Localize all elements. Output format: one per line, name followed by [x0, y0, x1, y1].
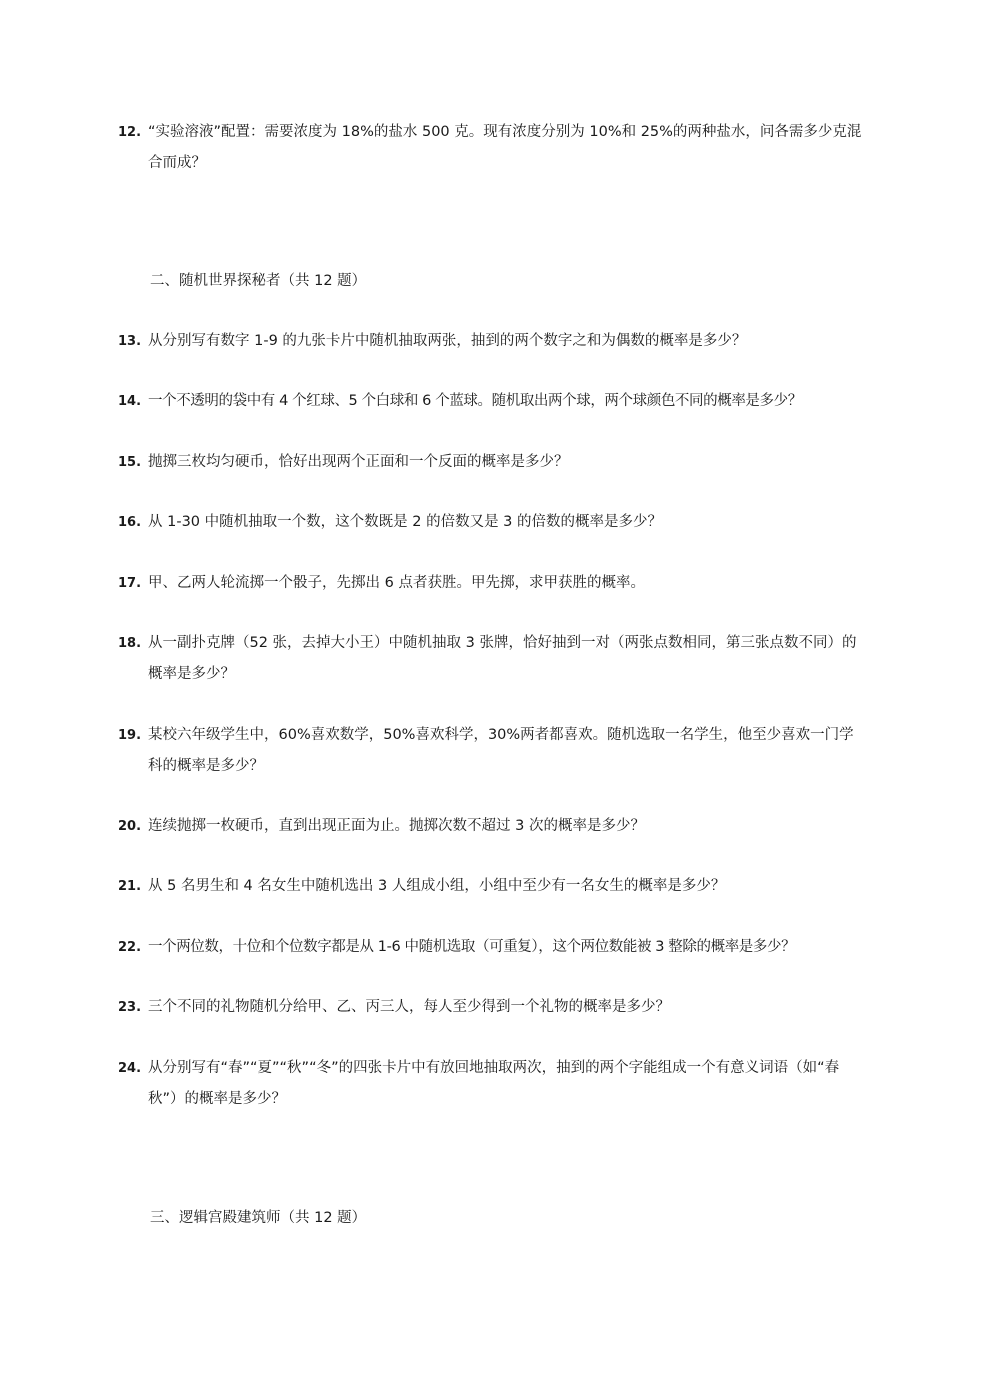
- section-heading-three: 三、逻辑宫殿建筑师（共 12 题）: [150, 1210, 367, 1226]
- question-number: 12.: [118, 125, 142, 140]
- question-number: 15.: [118, 455, 142, 470]
- question-number: 19.: [118, 728, 142, 743]
- question-number: 13.: [118, 334, 142, 349]
- question-24: [118, 1053, 863, 1115]
- question-text: 从 1-30 中随机抽取一个数，这个数既是 2 的倍数又是 3 的倍数的概率是多少？: [148, 514, 663, 530]
- question-23: [118, 992, 863, 1023]
- question-text: 三个不同的礼物随机分给甲、乙、丙三人，每人至少得到一个礼物的概率是多少？: [148, 999, 670, 1015]
- question-text: 连续抛掷一枚硬币，直到出现正面为止。抛掷次数不超过 3 次的概率是多少？: [148, 818, 645, 834]
- question-12: [118, 117, 863, 179]
- question-number: 20.: [118, 819, 142, 834]
- question-15: [118, 447, 863, 478]
- question-number: 21.: [118, 879, 142, 894]
- question-number: 16.: [118, 515, 142, 530]
- question-number: 24.: [118, 1061, 142, 1076]
- question-22: [118, 932, 863, 963]
- question-16: [118, 507, 863, 538]
- question-14: [118, 386, 863, 417]
- question-text: 某校六年级学生中，60%喜欢数学，50%喜欢科学，30%两者都喜欢。随机选取一名学生，他至少喜欢一门学科的概率是多少？: [148, 727, 854, 774]
- question-13: [118, 326, 863, 357]
- question-text: 抛掷三枚均匀硬币，恰好出现两个正面和一个反面的概率是多少？: [148, 454, 569, 470]
- question-text: “实验溶液”配置：需要浓度为 18%的盐水 500 克。现有浓度分别为 10%和 25%的两种盐水，问各需多少克混合而成？: [148, 124, 862, 171]
- question-text: 一个不透明的袋中有 4 个红球、5 个白球和 6 个蓝球。随机取出两个球，两个球颜色不同的概率是多少？: [148, 393, 802, 409]
- question-text: 从一副扑克牌（52 张，去掉大小王）中随机抽取 3 张牌，恰好抽到一对（两张点数相同，第三张点数不同）的概率是多少？: [148, 635, 857, 682]
- question-17: [118, 568, 863, 599]
- question-number: 18.: [118, 636, 142, 651]
- question-number: 17.: [118, 576, 142, 591]
- question-21: [118, 871, 863, 902]
- question-text: 甲、乙两人轮流掷一个骰子，先掷出 6 点者获胜。甲先掷，求甲获胜的概率。: [148, 575, 645, 591]
- section-heading-two: 二、随机世界探秘者（共 12 题）: [150, 273, 367, 289]
- question-19: [118, 720, 863, 782]
- question-20: [118, 811, 863, 842]
- question-number: 22.: [118, 940, 142, 955]
- question-text: 从分别写有“春”“夏”“秋”“冬”的四张卡片中有放回地抽取两次，抽到的两个字能组成一个有意义词语（如“春秋”）的概率是多少？: [148, 1060, 840, 1107]
- question-number: 14.: [118, 394, 142, 409]
- question-text: 从分别写有数字 1-9 的九张卡片中随机抽取两张，抽到的两个数字之和为偶数的概率是多少？: [148, 333, 747, 349]
- question-number: 23.: [118, 1000, 142, 1015]
- question-text: 一个两位数，十位和个位数字都是从 1-6 中随机选取（可重复），这个两位数能被 3 整除的概率是多少？: [148, 939, 796, 955]
- question-18: [118, 628, 863, 690]
- question-text: 从 5 名男生和 4 名女生中随机选出 3 人组成小组，小组中至少有一名女生的概率是多少？: [148, 878, 726, 894]
